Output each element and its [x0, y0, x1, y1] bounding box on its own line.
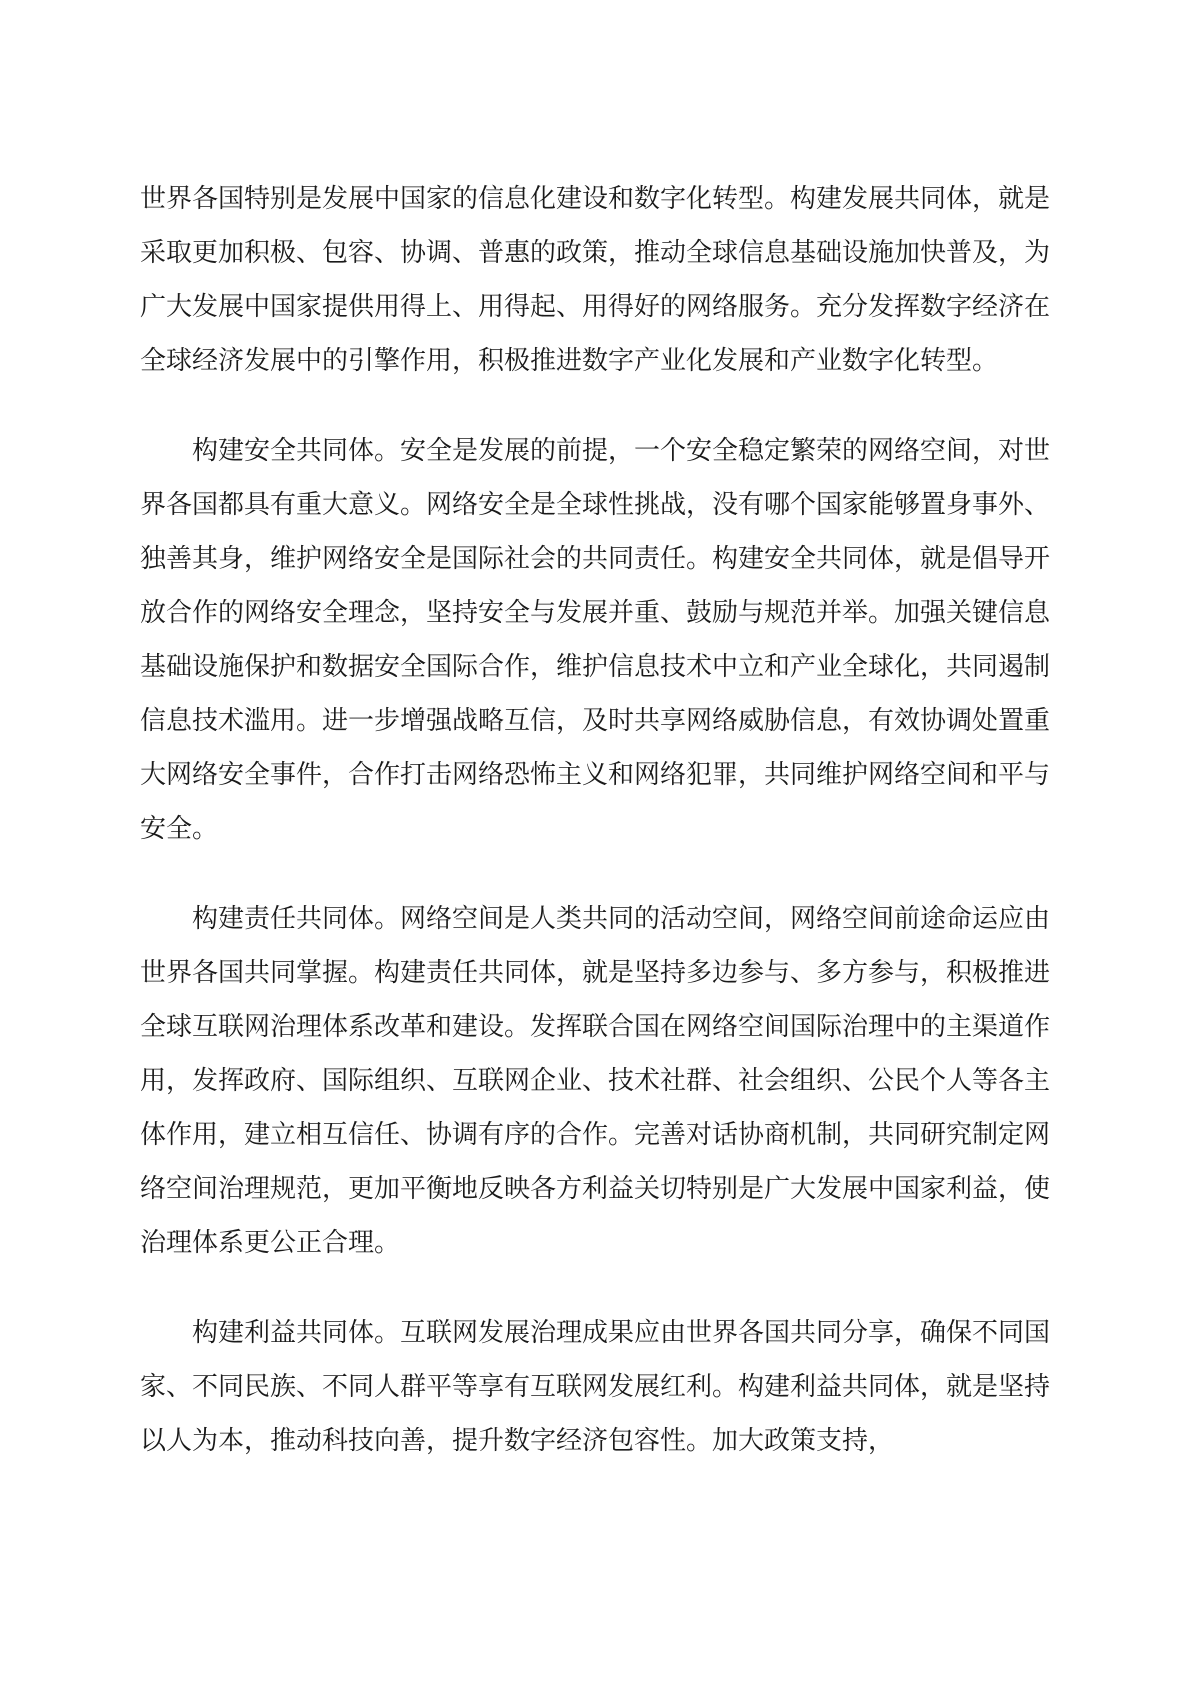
paragraph-responsibility-community: 构建责任共同体。网络空间是人类共同的活动空间，网络空间前途命运应由世界各国共同掌握。构建责任共同体，就是坚持多边参与、多方参与，积极推进全球互联网治理体系改革和建设。发挥联合国在网络空间国际治理中的主渠道作用，发挥政府、国际组织、互联网企业、技术社群、社会组织、公民个人等各主体作用，建立相互信任、协调有序的合作。完善对话协商机制，共同研究制定网络空间治理规范，更加平衡地反映各方利益关切特别是广大发展中国家利益，使治理体系更公正合理。	[140, 904, 1051, 1258]
paragraph-security-community: 构建安全共同体。安全是发展的前提，一个安全稳定繁荣的网络空间，对世界各国都具有重大意义。网络安全是全球性挑战，没有哪个国家能够置身事外、独善其身，维护网络安全是国际社会的共同责任。构建安全共同体，就是倡导开放合作的网络安全理念，坚持安全与发展并重、鼓励与规范并举。加强关键信息基础设施保护和数据安全国际合作，维护信息技术中立和产业全球化，共同遏制信息技术滥用。进一步增强战略互信，及时共享网络威胁信息，有效协调处置重大网络安全事件，合作打击网络恐怖主义和网络犯罪，共同维护网络空间和平与安全。	[140, 436, 1051, 844]
paragraph-development-community-continued: 世界各国特别是发展中国家的信息化建设和数字化转型。构建发展共同体，就是采取更加积极、包容、协调、普惠的政策，推动全球信息基础设施加快普及，为广大发展中国家提供用得上、用得起、用得好的网络服务。充分发挥数字经济在全球经济发展中的引擎作用，积极推进数字产业化发展和产业数字化转型。	[140, 184, 1051, 376]
paragraph-interest-community: 构建利益共同体。互联网发展治理成果应由世界各国共同分享，确保不同国家、不同民族、不同人群平等享有互联网发展红利。构建利益共同体，就是坚持以人为本，推动科技向善，提升数字经济包容性。加大政策支持，	[140, 1318, 1051, 1456]
document-body	[140, 172, 1050, 1504]
